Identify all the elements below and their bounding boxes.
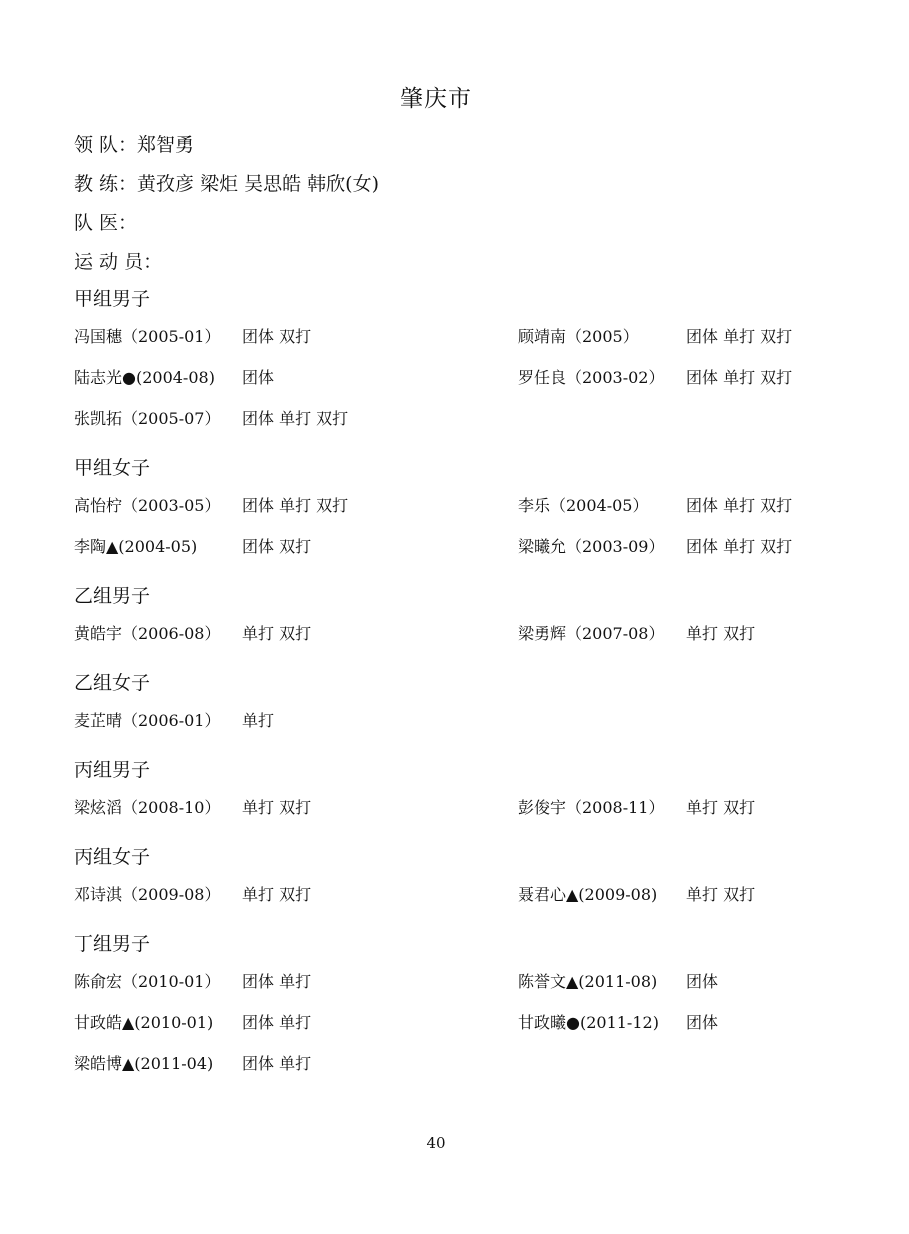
athlete-events: 团体 双打 xyxy=(242,327,312,346)
athlete-name: 聂君心▲(2009-08) xyxy=(518,885,658,904)
athlete-name: 陆志光●(2004-08) xyxy=(74,368,215,387)
athlete-name: 梁皓博▲(2011-04) xyxy=(74,1054,214,1073)
athlete-entry xyxy=(74,1043,311,1084)
group-title: 乙组男子 xyxy=(74,585,151,607)
athlete-name: 张凯拓（2005-07） xyxy=(74,409,221,428)
athlete-events: 单打 双打 xyxy=(242,885,312,904)
athlete-name: 冯国穗（2005-01） xyxy=(74,327,221,346)
athlete-row xyxy=(74,700,874,741)
team-leader-line: 领 队：郑智勇 xyxy=(74,134,195,156)
athlete-entry xyxy=(74,613,311,654)
group-title: 丁组男子 xyxy=(74,933,151,955)
page-title: 肇庆市 xyxy=(400,86,472,112)
athlete-name: 陈誉文▲(2011-08) xyxy=(518,972,658,991)
athlete-name: 顾靖南（2005） xyxy=(518,327,639,346)
athlete-row xyxy=(74,357,874,398)
group-title: 甲组女子 xyxy=(74,457,151,479)
athlete-entry xyxy=(74,398,348,439)
athlete-row xyxy=(74,1002,874,1043)
athlete-group xyxy=(74,753,874,828)
athlete-group xyxy=(74,840,874,915)
athlete-name: 黄皓宇（2006-08） xyxy=(74,624,221,643)
athlete-group xyxy=(74,666,874,741)
athlete-entry xyxy=(518,316,792,357)
athlete-entry xyxy=(518,1002,718,1043)
athlete-name: 高怡柠（2003-05） xyxy=(74,496,221,515)
athlete-entry xyxy=(74,787,311,828)
athlete-entry xyxy=(518,874,755,915)
athlete-row xyxy=(74,526,874,567)
coaches-line: 教 练：黄孜彦 梁炬 吴思皓 韩欣(女) xyxy=(74,173,379,195)
group-title: 甲组男子 xyxy=(74,288,151,310)
athlete-row xyxy=(74,398,874,439)
athlete-events: 团体 单打 双打 xyxy=(686,368,793,387)
athlete-entry xyxy=(518,613,755,654)
athlete-entry xyxy=(518,961,718,1002)
athlete-groups xyxy=(74,282,874,1096)
athlete-row xyxy=(74,961,874,1002)
team-doctor-line: 队 医： xyxy=(74,212,138,234)
athlete-group xyxy=(74,579,874,654)
athlete-row xyxy=(74,613,874,654)
athlete-row xyxy=(74,485,874,526)
athlete-entry xyxy=(74,357,274,398)
athlete-events: 团体 单打 xyxy=(242,1013,312,1032)
group-title: 乙组女子 xyxy=(74,672,151,694)
athlete-name: 陈俞宏（2010-01） xyxy=(74,972,221,991)
athlete-row xyxy=(74,787,874,828)
athlete-entry xyxy=(74,700,274,741)
athlete-entry xyxy=(518,787,755,828)
page-number: 40 xyxy=(426,1134,446,1152)
athlete-events: 团体 单打 双打 xyxy=(686,327,793,346)
athlete-entry xyxy=(74,1002,311,1043)
athlete-events: 单打 双打 xyxy=(686,624,756,643)
athlete-row xyxy=(74,874,874,915)
athlete-name: 梁曦允（2003-09） xyxy=(518,537,665,556)
athlete-events: 团体 双打 xyxy=(242,537,312,556)
athlete-name: 罗任良（2003-02） xyxy=(518,368,665,387)
athlete-name: 甘政曦●(2011-12) xyxy=(518,1013,659,1032)
athlete-events: 单打 双打 xyxy=(686,798,756,817)
athlete-name: 甘政皓▲(2010-01) xyxy=(74,1013,214,1032)
group-title: 丙组男子 xyxy=(74,759,151,781)
athlete-name: 邓诗淇（2009-08） xyxy=(74,885,221,904)
athlete-events: 单打 xyxy=(242,711,275,730)
athlete-row xyxy=(74,316,874,357)
athlete-entry xyxy=(74,316,311,357)
athlete-entry xyxy=(74,526,311,567)
group-title: 丙组女子 xyxy=(74,846,151,868)
staff-section xyxy=(74,126,379,282)
athlete-name: 彭俊宇（2008-11） xyxy=(518,798,665,817)
athlete-entry xyxy=(518,485,792,526)
athlete-name: 麦芷晴（2006-01） xyxy=(74,711,221,730)
athlete-entry xyxy=(74,874,311,915)
athlete-events: 团体 单打 xyxy=(242,972,312,991)
athlete-events: 单打 双打 xyxy=(242,798,312,817)
athlete-entry xyxy=(518,526,792,567)
athlete-events: 单打 双打 xyxy=(686,885,756,904)
athlete-events: 团体 xyxy=(686,972,719,991)
athlete-events: 团体 单打 双打 xyxy=(686,537,793,556)
athlete-name: 梁勇辉（2007-08） xyxy=(518,624,665,643)
athlete-events: 团体 xyxy=(242,368,275,387)
athlete-row xyxy=(74,1043,874,1084)
athlete-group xyxy=(74,927,874,1084)
athlete-entry xyxy=(518,357,792,398)
athlete-name: 李陶▲(2004-05) xyxy=(74,537,198,556)
athlete-events: 团体 xyxy=(686,1013,719,1032)
athlete-events: 团体 单打 双打 xyxy=(242,496,349,515)
athlete-entry xyxy=(74,485,348,526)
athlete-entry xyxy=(74,961,311,1002)
athlete-name: 李乐（2004-05） xyxy=(518,496,649,515)
athlete-group xyxy=(74,451,874,567)
athletes-heading: 运 动 员： xyxy=(74,251,163,273)
athlete-events: 团体 单打 双打 xyxy=(242,409,349,428)
athlete-events: 团体 单打 xyxy=(242,1054,312,1073)
athlete-name: 梁炫滔（2008-10） xyxy=(74,798,221,817)
athlete-group xyxy=(74,282,874,439)
athlete-events: 团体 单打 双打 xyxy=(686,496,793,515)
athlete-events: 单打 双打 xyxy=(242,624,312,643)
